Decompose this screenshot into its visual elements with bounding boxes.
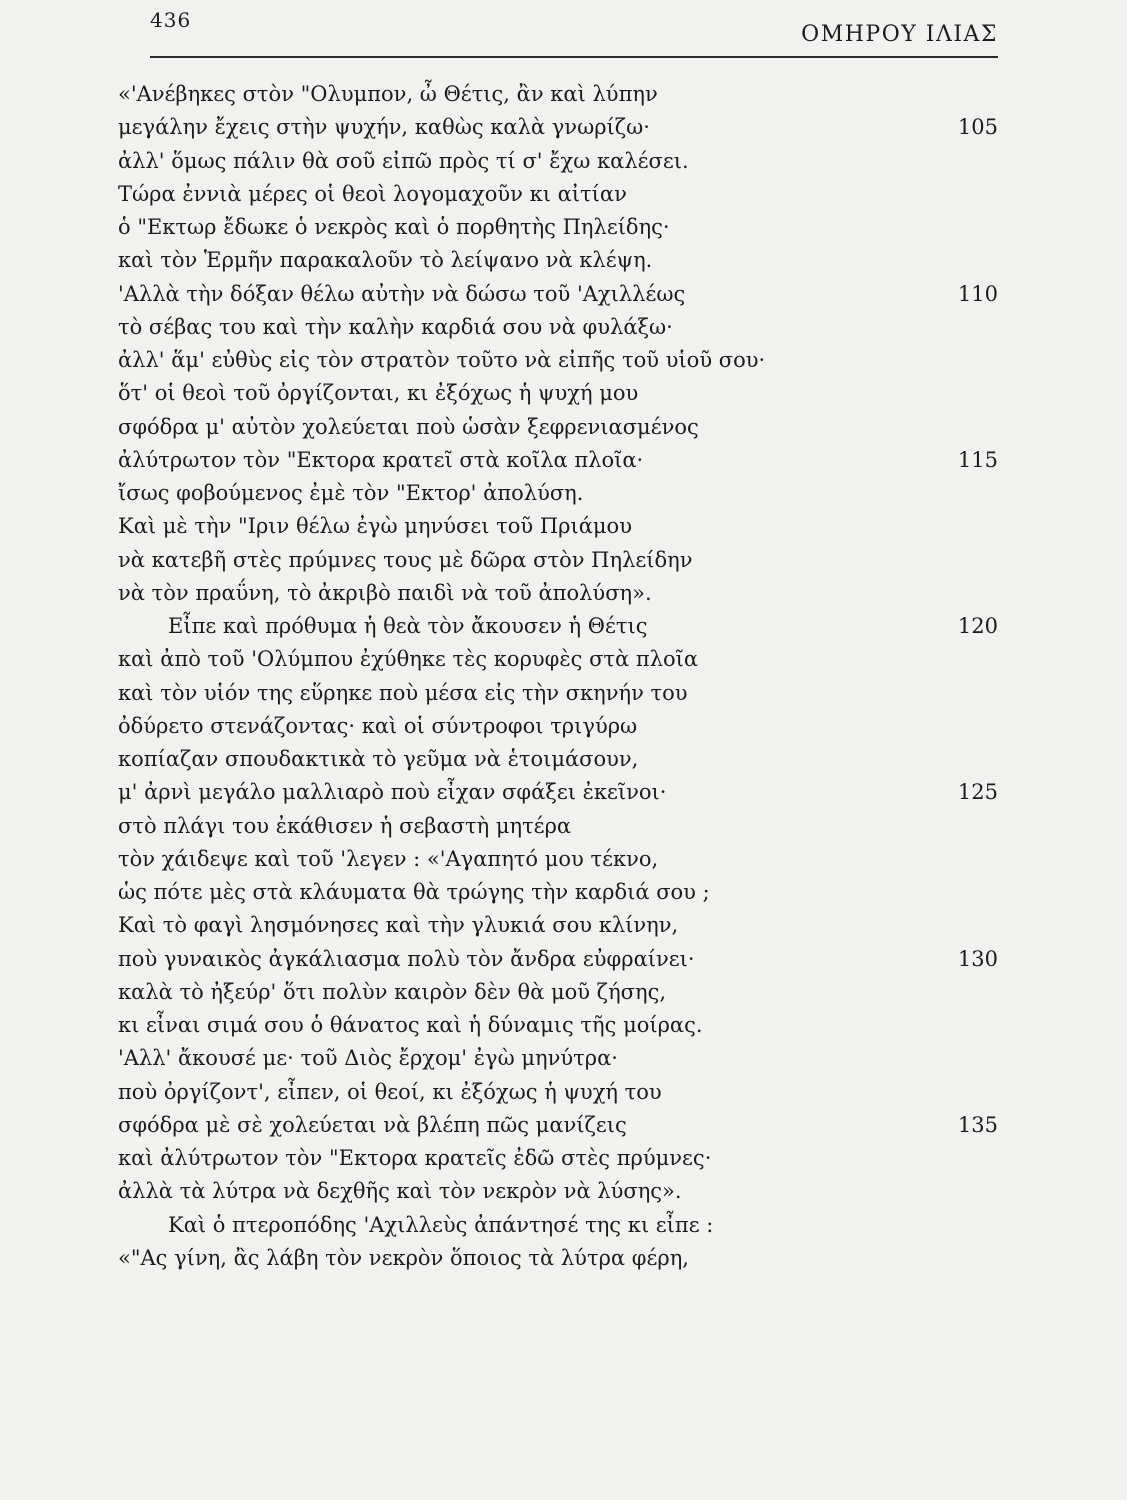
verse-line-text: ἀλλ' ὅμως πάλιν θὰ σοῦ εἰπῶ πρὸς τί σ' ἔχω καλέσει. [118,148,689,173]
verse-line-text: ὀδύρετο στενάζοντας· καὶ οἱ σύντροφοι τριγύρω [118,713,638,738]
verse-line [118,178,998,211]
verse-line [118,1042,998,1075]
verse-line [118,78,998,111]
verse-line-text: τὸν χάιδεψε καὶ τοῦ 'λεγεν : «'Αγαπητό μου τέκνο, [118,846,659,871]
verse-line [118,610,998,643]
verse-line-text: καὶ τὸν υἱόν της εὕρηκε ποὺ μέσα εἰς τὴν σκηνήν του [118,680,688,705]
verse-line [118,1009,998,1042]
verse-line [118,943,998,976]
verse-line-text: καὶ τὸν Ἑρμῆν παρακαλοῦν τὸ λείψανο νὰ κλέψη. [118,248,653,273]
verse-line-text: σφόδρα μὲ σὲ χολεύεται νὰ βλέπη πῶς μανίζεις [118,1112,627,1137]
verse-line [118,211,998,244]
verse-line-text: καὶ ἀπὸ τοῦ 'Ολύμπου ἐχύθηκε τὲς κορυφὲς στὰ πλοῖα [118,647,699,672]
verse-line-text: ὡς πότε μὲς στὰ κλάυματα θὰ τρώγης τὴν καρδιά σου ; [118,880,710,904]
verse-line [118,244,998,277]
verse-line [118,278,998,311]
verse-line-text: ποὺ γυναικὸς ἀγκάλιασμα πολὺ τὸν ἄνδρα εὐφραίνει· [118,946,695,971]
verse-line [118,1242,998,1275]
verse-line-text: ἀλύτρωτον τὸν "Εκτορα κρατεῖ στὰ κοῖλα πλοῖα· [118,447,644,472]
verse-line [118,1109,998,1142]
verse-line-text: Καὶ τὸ φαγὶ λησμόνησες καὶ τὴν γλυκιά σου κλίνην, [118,913,679,938]
verse-line [118,743,998,776]
verse-line [118,976,998,1009]
verse-line-text: Καὶ ὁ πτεροπόδης 'Αχιλλεὺς ἀπάντησέ της κι εἶπε : [168,1212,714,1237]
verse-line [118,544,998,577]
verse-line [118,1076,998,1109]
verse-line-text: ἴσως φοβούμενος ἐμὲ τὸν "Εκτορ' ἀπολύση. [118,481,584,505]
verse-line [118,510,998,543]
verse-line [118,677,998,710]
verse-line [118,1175,998,1208]
verse-line [118,577,998,610]
verse-line-text: ἀλλ' ἅμ' εὐθὺς εἰς τὸν στρατὸν τοῦτο νὰ εἰπῆς τοῦ υἱοῦ σου· [118,348,766,372]
verse-line-text: νὰ τὸν πραΰνη, τὸ ἀκριβὸ παιδὶ νὰ τοῦ ἀπολύση». [118,580,652,605]
verse-line-text: 'Αλλ' ἄκουσέ με· τοῦ Διὸς ἔρχομ' ἐγὼ μηνύτρα· [118,1046,618,1071]
line-number: 130 [957,946,998,971]
verse-line-text: νὰ κατεβῆ στὲς πρύμνες τους μὲ δῶρα στὸν Πηλείδην [118,547,693,572]
verse-line-text: Εἶπε καὶ πρόθυμα ἡ θεὰ τὸν ἄκουσεν ἡ Θέτις [168,614,648,638]
verse-line [118,876,998,909]
verse-line [118,843,998,876]
verse-line [118,909,998,942]
verse-line [118,643,998,676]
verse-line-text: τὸ σέβας του καὶ τὴν καλὴν καρδιά σου νὰ φυλάξω· [118,314,673,339]
verse-line-text: ὅτ' οἱ θεοὶ τοῦ ὀργίζονται, κι ἐξόχως ἡ ψυχή μου [118,381,639,406]
verse-line-text: σφόδρα μ' αὐτὸν χολεύεται ποὺ ὡσὰν ξεφρενιασμένος [118,414,699,439]
line-number: 115 [957,447,998,472]
verse-line-text: κοπίαζαν σπουδακτικὰ τὸ γεῦμα νὰ ἑτοιμάσουν, [118,747,639,771]
verse-line [118,776,998,809]
verse-line [118,810,998,843]
line-number: 110 [957,281,998,306]
verse-line-text: ὁ "Εκτωρ ἔδωκε ὁ νεκρὸς καὶ ὁ πορθητὴς Πηλείδης· [118,215,670,239]
verse-line-text: Τώρα ἐννιὰ μέρες οἱ θεοὶ λογομαχοῦν κι αἰτίαν [118,181,627,206]
header-rule [150,56,998,58]
verse-line [118,377,998,410]
verse-line-text: κι εἶναι σιμά σου ὁ θάνατος καὶ ἡ δύναμις τῆς μοίρας. [118,1013,703,1037]
verse-line [118,411,998,444]
line-number: 135 [957,1112,998,1137]
line-number: 105 [957,115,998,140]
verse-line-text: «"Ας γίνη, ἂς λάβη τὸν νεκρὸν ὅποιος τὰ λύτρα φέρη, [118,1245,689,1270]
verse-line-text: καὶ ἀλύτρωτον τὸν "Εκτορα κρατεῖς ἐδῶ στὲς πρύμνες· [118,1146,712,1170]
verse-line-text: στὸ πλάγι του ἐκάθισεν ἡ σεβαστὴ μητέρα [118,813,572,838]
page-number: 436 [150,8,192,32]
verse-line [118,477,998,510]
page-header [150,0,998,62]
verse-line [118,111,998,144]
verse-line [118,344,998,377]
verse-line-text: μ' ἀρνὶ μεγάλο μαλλιαρὸ ποὺ εἶχαν σφάξει ἐκεῖνοι· [118,780,667,805]
verse-line [118,444,998,477]
verse-line-text: καλὰ τὸ ἠξεύρ' ὅτι πολὺν καιρὸν δὲν θὰ μοῦ ζήσης, [118,979,666,1004]
verse-line-text: μεγάλην ἔχεις στὴν ψυχήν, καθὼς καλὰ γνωρίζω· [118,115,650,140]
verse-line [118,311,998,344]
verse-line-text: ἀλλὰ τὰ λύτρα νὰ δεχθῆς καὶ τὸν νεκρὸν νὰ λύσης». [118,1179,682,1204]
verse-line [118,1142,998,1175]
verse-line [118,145,998,178]
verse-line-text: ποὺ ὀργίζοντ', εἶπεν, οἱ θεοί, κι ἐξόχως ἡ ψυχή του [118,1079,662,1104]
verse-line [118,710,998,743]
verse-line-text: 'Αλλὰ τὴν δόξαν θέλω αὐτὴν νὰ δώσω τοῦ 'Αχιλλέως [118,281,686,306]
verse-line-text: Καὶ μὲ τὴν "Ιριν θέλω ἐγὼ μηνύσει τοῦ Πριάμου [118,514,632,539]
running-title: ΟΜΗΡΟΥ ΙΛΙΑΣ [801,22,998,47]
line-number: 120 [957,614,998,638]
verse-line [118,1209,998,1242]
line-number: 125 [957,780,998,805]
verse-line-text: «'Ανέβηκες στὸν "Ολυμπον, ὦ Θέτις, ἂν καὶ λύπην [118,82,658,106]
verse-text [118,78,998,1275]
